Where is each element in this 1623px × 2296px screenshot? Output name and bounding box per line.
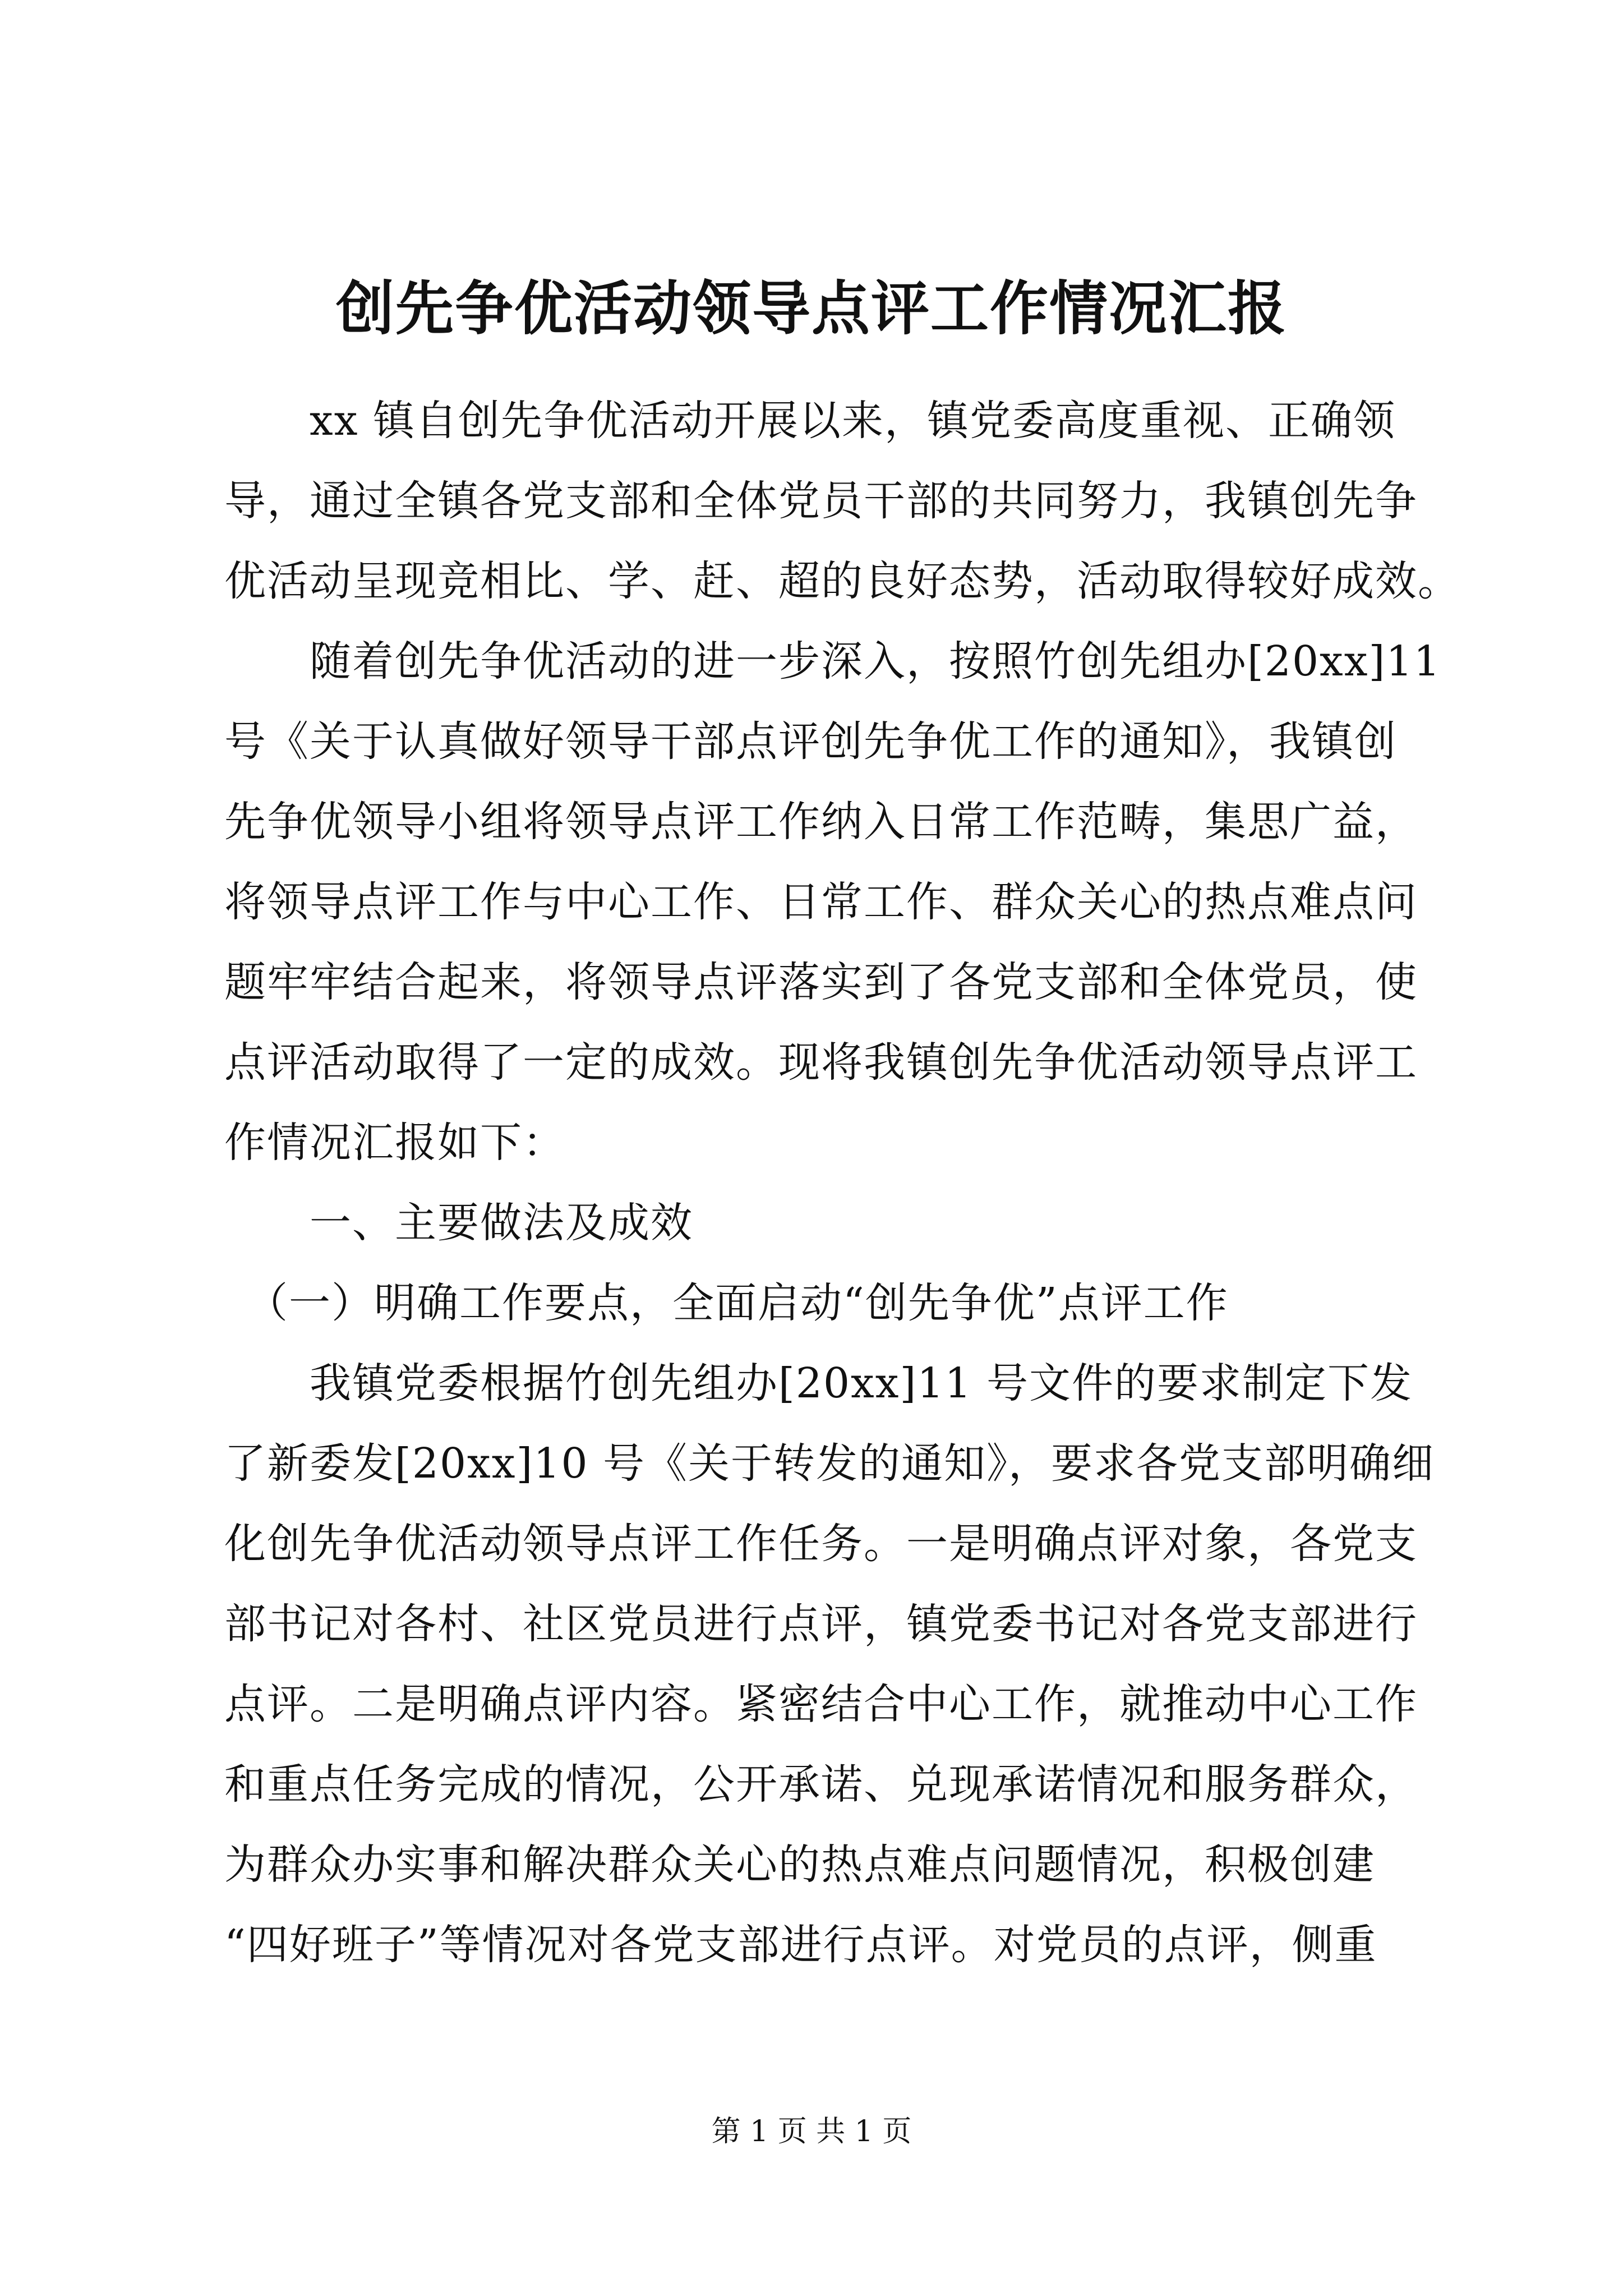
body-line-10: 作情况汇报如下： — [224, 1119, 565, 1167]
body-line-7: 将领导点评工作与中心工作、日常工作、群众关心的热点难点问 — [224, 878, 1418, 926]
body-line-4: 随着创先争优活动的进一步深入，按照竹创先组办[20xx]11 — [224, 637, 1441, 685]
body-line-1: xx 镇自创先争优活动开展以来，镇党委高度重视、正确领 — [224, 397, 1396, 445]
body-line-8: 题牢牢结合起来，将领导点评落实到了各党支部和全体党员，使 — [224, 958, 1418, 1006]
body-line-3: 优活动呈现竞相比、学、赶、超的良好态势，活动取得较好成效。 — [224, 557, 1460, 605]
body-line-5: 号《关于认真做好领导干部点评创先争优工作的通知》，我镇创 — [224, 717, 1397, 766]
body-line-6: 先争优领导小组将领导点评工作纳入日常工作范畴，集思广益， — [224, 798, 1418, 846]
document-title: 创先争优活动领导点评工作情况汇报 — [335, 274, 1287, 343]
page-footer: 第 1 页 共 1 页 — [711, 2115, 912, 2148]
body-line-11: 我镇党委根据竹创先组办[20xx]11 号文件的要求制定下发 — [224, 1359, 1413, 1407]
body-line-12: 了新委发[20xx]10 号《关于转发的通知》，要求各党支部明确细 — [224, 1439, 1435, 1488]
body-line-14: 部书记对各村、社区党员进行点评，镇党委书记对各党支部进行 — [224, 1600, 1418, 1648]
body-line-9: 点评活动取得了一定的成效。现将我镇创先争优活动领导点评工 — [224, 1038, 1418, 1087]
body-line-17: 为群众办实事和解决群众关心的热点难点问题情况，积极创建 — [224, 1841, 1375, 1889]
body-line-15: 点评。二是明确点评内容。紧密结合中心工作，就推动中心工作 — [224, 1680, 1418, 1728]
section-heading-1: 一、主要做法及成效 — [224, 1199, 693, 1247]
body-line-2: 导，通过全镇各党支部和全体党员干部的共同努力，我镇创先争 — [224, 477, 1418, 525]
body-line-16: 和重点任务完成的情况，公开承诺、兑现承诺情况和服务群众， — [224, 1760, 1418, 1809]
body-line-13: 化创先争优活动领导点评工作任务。一是明确点评对象，各党支 — [224, 1520, 1418, 1568]
subsection-heading-1: （一）明确工作要点，全面启动“创先争优”点评工作 — [224, 1279, 1229, 1327]
body-line-18: “四好班子”等情况对各党支部进行点评。对党员的点评，侧重 — [224, 1921, 1377, 1969]
